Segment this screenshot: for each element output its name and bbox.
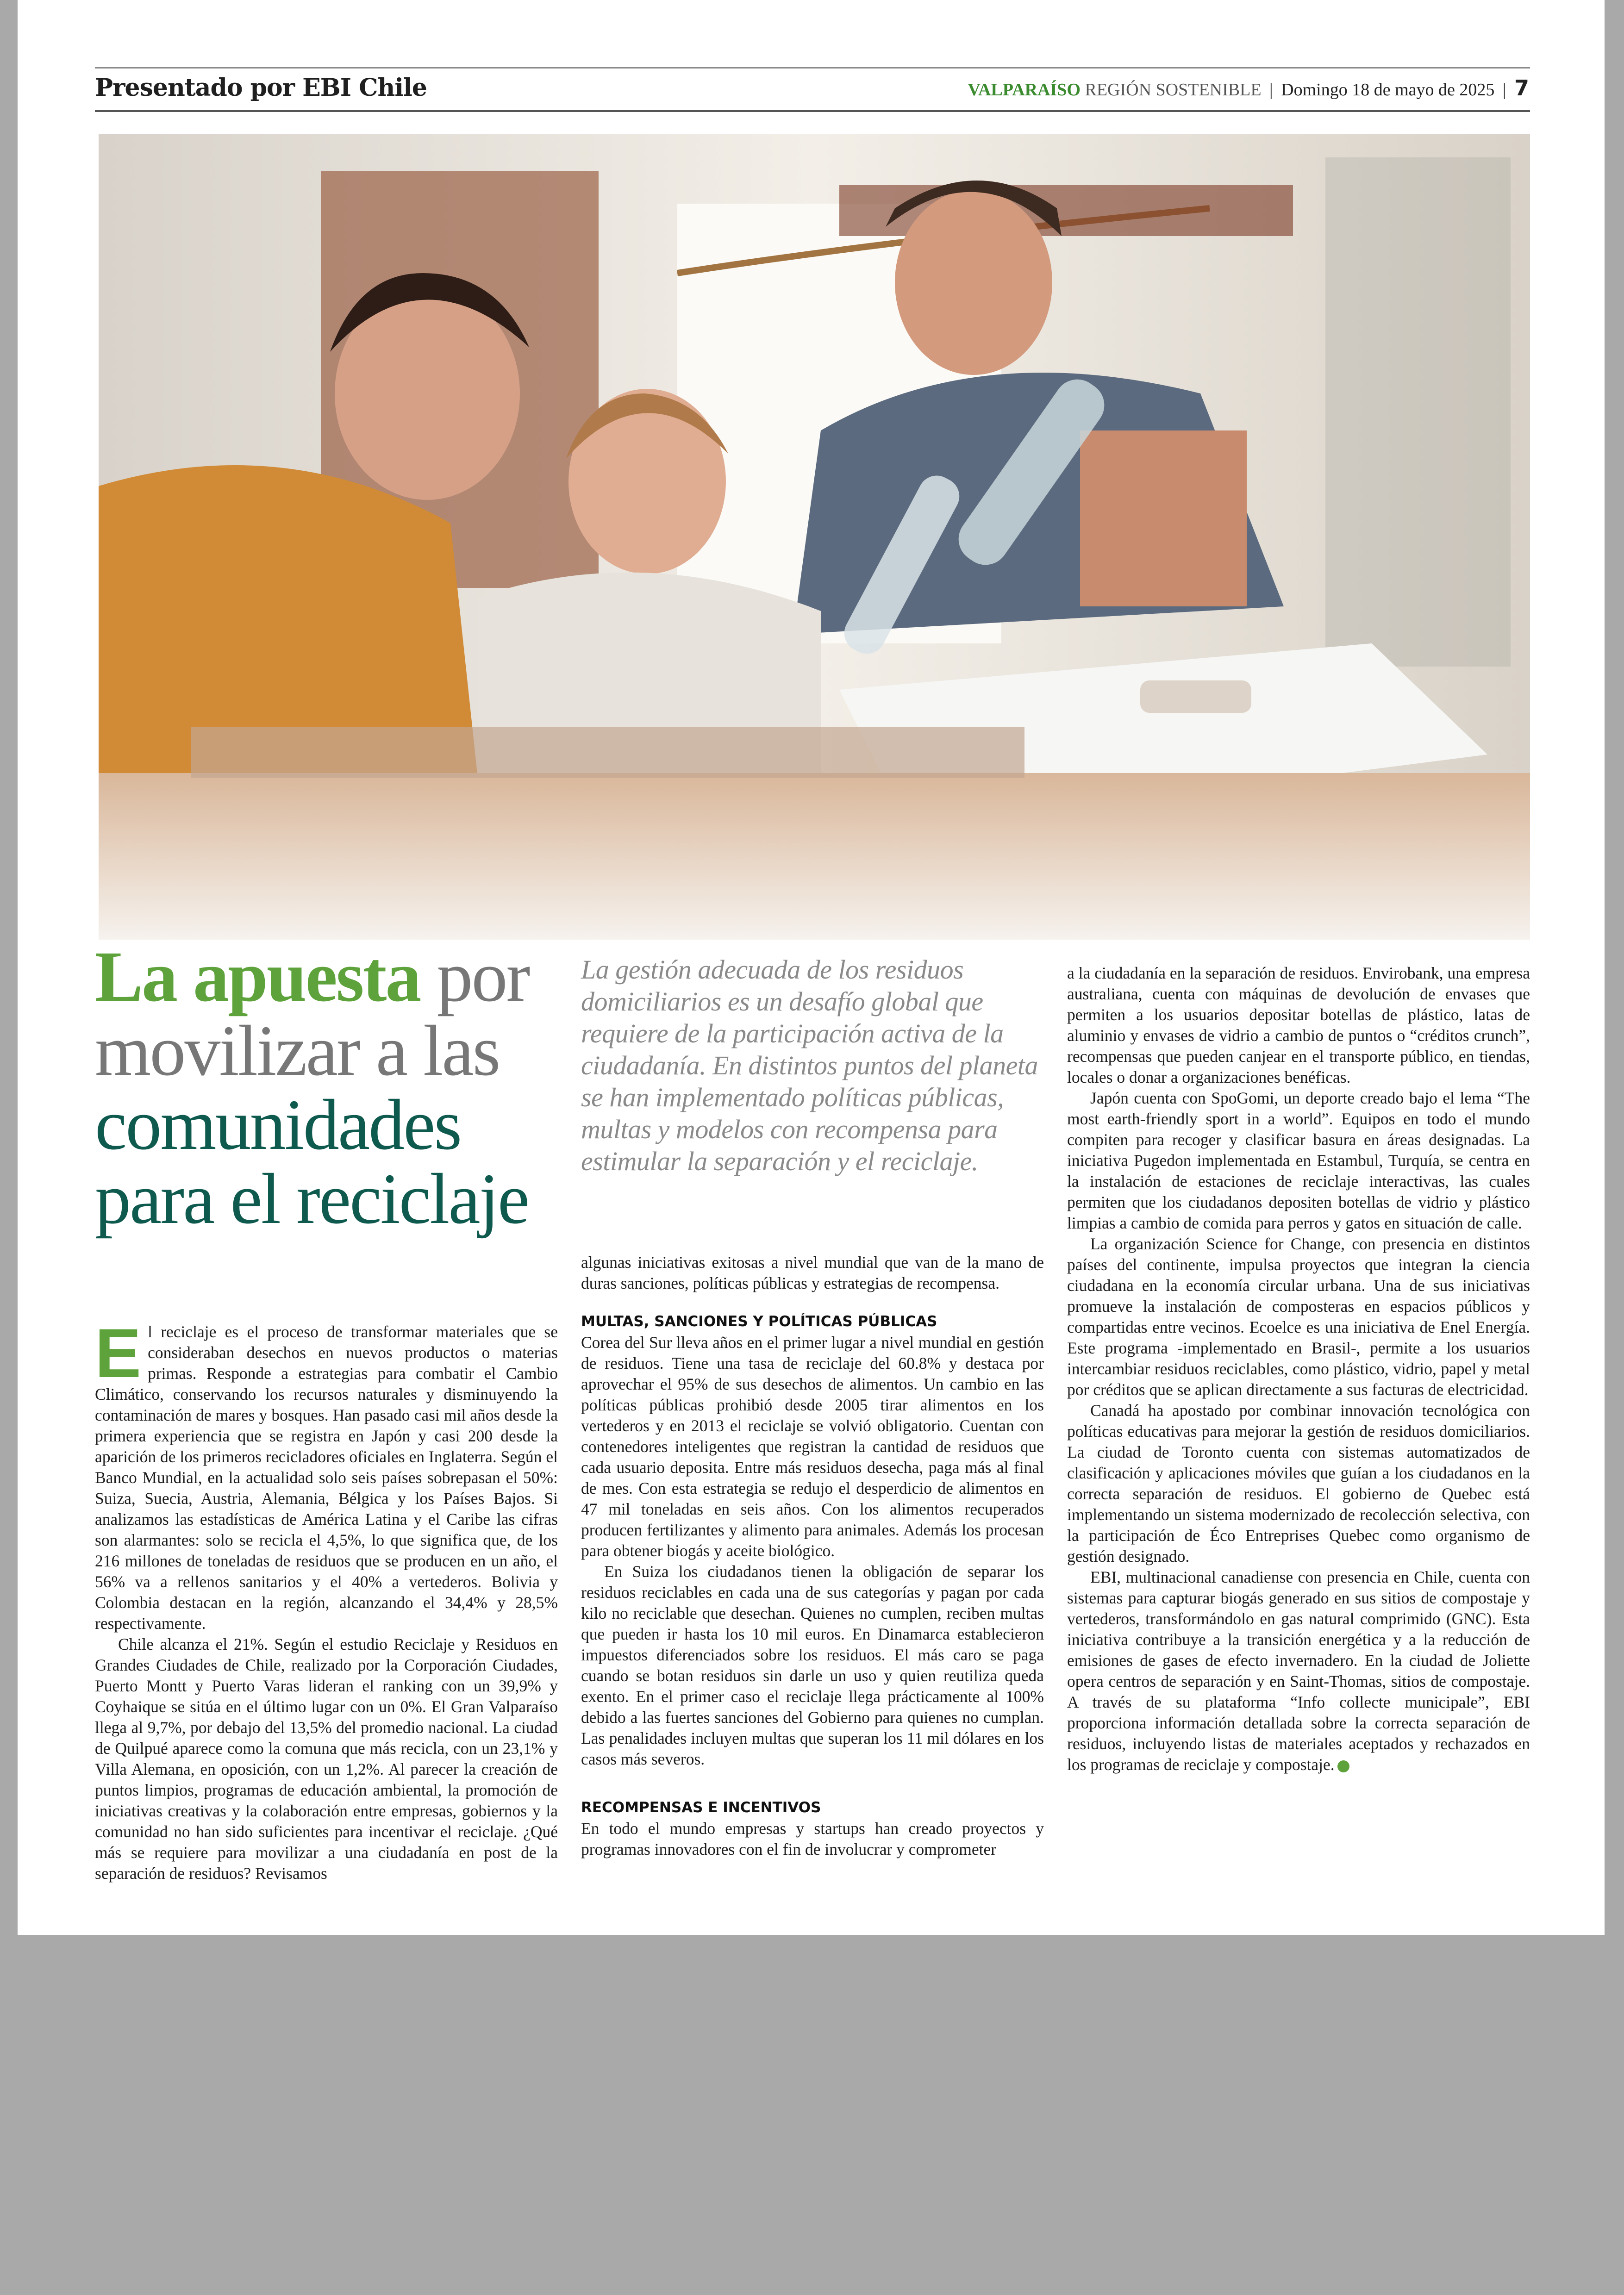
article-headline	[95, 936, 576, 1239]
photo-illustration	[99, 134, 1530, 940]
body-paragraph: Canadá ha apostado por combinar innovación tecnológica con políticas educativas para mejorar la gestión de residuos domiciliarios. La ciudad de Toronto cuenta con sistemas automatizados de clasificación y aplicaciones móviles que guían a los ciudadanos en la correcta separación de residuos. El gobierno de Quebec está implementando un sistema modernizado de recolección selectiva, con la participación de Éco Entreprises Quebec como organismo de gestión designado.	[1067, 1401, 1530, 1565]
body-paragraph: La organización Science for Change, con presencia en distintos países del continente, impulsa proyectos que integran la ciencia ciudadana en la economía circular urbana. Una de sus iniciativas promueve la instalación de composteras en espacios públicos y compartidas entre vecinos. Ecoelce es una iniciativa de Enel Energía. Este programa -implementado en Brasil-, permite a los usuarios intercambiar residuos reciclables, como plástico, vidrio, papel y metal por créditos que se aplican directamente a sus facturas de electricidad.	[1067, 1235, 1530, 1399]
article-column-1	[95, 1314, 558, 1884]
presented-by: Presentado por EBI Chile	[95, 74, 427, 102]
body-paragraph: En todo el mundo empresas y startups han creado proyectos y programas innovadores con el fin de involucrar y comprometer	[581, 1819, 1044, 1858]
section-heading: MULTAS, SANCIONES Y POLÍTICAS PÚBLICAS	[581, 1313, 937, 1330]
header-separator: |	[1269, 80, 1273, 100]
body-paragraph: Corea del Sur lleva años en el primer lugar a nivel mundial en gestión de residuos. Tiene una tasa de reciclaje del 60.8% y destaca por aprovechar el 95% de sus desechos de alimentos. Un cambio en las políticas públicas prohibió desde 2005 tirar alimentos en los vertederos y en 2013 el reciclaje se volvió obligatorio. Cuentan con contenedores inteligentes que registran la cantidad de residuos que cada usuario deposita. Entre más residuos desecha, paga más al final de mes. Con esta estrategia se redujo el desperdicio de alimentos en 47 mil toneladas en seis años. Con los alimentos recuperados producen fertilizantes y alimento para animales. Además los procesan para obtener biogás y aceite biológico.	[581, 1333, 1044, 1560]
body-paragraph: a la ciudadanía en la separación de residuos. Envirobank, una empresa australiana, cuenta con máquinas de devolución de envases que permiten a los usuarios depositar botellas de plástico, latas de aluminio y envases de vidrio a cambio de puntos o “créditos crunch”, recompensas que pueden canjear en el transporte público, en tiendas, locales o donar a organizaciones benéficas.	[1067, 964, 1530, 1086]
paragraph-text: EBI, multinacional canadiense con presencia en Chile, cuenta con sistemas para capturar biogás generado en sus sitios de compostaje y vertederos, transformándolo en gas natural comprimido (GNC). Esta iniciativa contribuye a la transición energética y a la reducción de emisiones de gases de efecto invernadero. En la ciudad de Joliette opera centros de separación y en Saint-Thomas, sitios de compostaje. A través de su plataforma “Info collecte municipale”, EBI proporciona información detallada sobre la correcta separación de residuos, incluyendo listas de materiales aceptados y rechazados en los programas de reciclaje y compostaje.	[1067, 1568, 1530, 1774]
green-dot-icon	[1337, 1760, 1349, 1772]
brand-city: VALPARAÍSO	[968, 80, 1081, 100]
body-paragraph	[1067, 1567, 1530, 1775]
body-paragraph: algunas iniciativas exitosas a nivel mundial que van de la mano de duras sanciones, políticas públicas y estrategias de recompensa.	[581, 1253, 1044, 1292]
header-separator: |	[1502, 80, 1506, 100]
issue-date: Domingo 18 de mayo de 2025	[1281, 80, 1495, 100]
body-paragraph	[95, 1314, 558, 1634]
family-recycling-photo	[99, 134, 1530, 940]
header-rule-top	[95, 67, 1530, 69]
body-paragraph: En Suiza los ciudadanos tienen la obligación de separar los residuos reciclables en cada una de sus categorías y pagan por cada kilo no reciclable que desechan. Quienes no cumplen, reciben multas que pueden ir hasta los 10 mil euros. En Dinamarca establecieron impuestos diferenciados sobre los residuos. El más caro se paga cuando se botan residuos sin darle un uso y quien reutiliza queda exento. En el primer caso el reciclaje llega prácticamente al 100% debido a las fuertes sanciones del Gobierno para quienes no cumplan. Las penalidades incluyen multas que superan los 11 mil dólares en los casos más severos.	[581, 1562, 1044, 1768]
drop-cap: E	[95, 1314, 142, 1392]
headline-middle: por movilizar a las	[95, 936, 529, 1091]
headline-highlight: La apuesta	[95, 936, 420, 1017]
headline-end: comunidades para el reciclaje	[95, 1085, 529, 1239]
body-paragraph: Chile alcanza el 21%. Según el estudio Reciclaje y Residuos en Grandes Ciudades de Chile, realizado por la Corporación Ciudades, Puerto Montt y Puerto Varas lideran el ranking con un 39,9% y Coyhaique se sitúa en el último lugar con un 0%. El Gran Valparaíso llega al 9,7%, por debajo del 13,5% del promedio nacional. La ciudad de Quilpué aparece como la comuna que más recicla, con un 23,1% y Villa Alemana, en oposición, con un 1,2%. Al parecer la creación de puntos limpios, programas de educación ambiental, la promoción de iniciativas creativas y la colaboración entre empresas, gobiernos y la comunidad no han sido suficientes para incentivar el reciclaje. ¿Qué más se requiere para movilizar a una ciudadanía en post de la separación de residuos? Revisamos	[95, 1635, 558, 1883]
paragraph-text: l reciclaje es el proceso de transformar materiales que se consideraban desechos en nuevos productos o materias primas. Responde a estrategias para combatir el Cambio Climático, conservando los recursos naturales y disminuyendo la contaminación de mares y bosques. Han pasado casi mil años desde la primera experiencia que se registra en Japón y casi 200 desde la aparición de los primeros recicladores oficiales en Inglaterra. Según el Banco Mundial, en la actualidad solo seis países sobrepasan el 50%: Suiza, Suecia, Austria, Alemania, Bélgica y los Países Bajos. Si analizamos las estadísticas de América Latina y el Caribe las cifras son alarmantes: solo se recicla el 4,5%, lo que significa que, de los 216 millones de toneladas de residuos que se producen en un año, el 56% va a rellenos sanitarios y el 40% a vertederos. Bolivia y Colombia destacan en la región, alcanzando el 34,4% y 28,5% respectivamente.	[95, 1322, 558, 1633]
page-number: 7	[1514, 75, 1529, 100]
page-header-info	[968, 69, 1529, 106]
article-column-3	[1067, 963, 1530, 1775]
section-heading: RECOMPENSAS E INCENTIVOS	[581, 1799, 821, 1816]
body-paragraph: Japón cuenta con SpoGomi, un deporte creado bajo el lema “The most earth-friendly sport in a world”. Equipos en todo el mundo compiten para recoger y clasificar basura en áreas designadas. La iniciativa Pugedon implementada en Estambul, Turquía, se centra en la instalación de estaciones de reciclaje interactivas, las cuales permiten que los ciudadanos depositen botellas de vidrio y plástico limpias a cambio de comida para perros y gatos en situación de calle.	[1067, 1089, 1530, 1232]
article-column-2	[581, 1252, 1044, 1860]
header-rule-bottom	[95, 110, 1530, 112]
brand-section: REGIÓN SOSTENIBLE	[1085, 80, 1262, 100]
article-lead: La gestión adecuada de los residuos domiciliarios es un desafío global que requiere de la participación activa de la ciudadanía. En distintos puntos del planeta se han implementado políticas públicas, multas y modelos con recompensa para estimular la separación y el reciclaje.	[581, 954, 1038, 1176]
